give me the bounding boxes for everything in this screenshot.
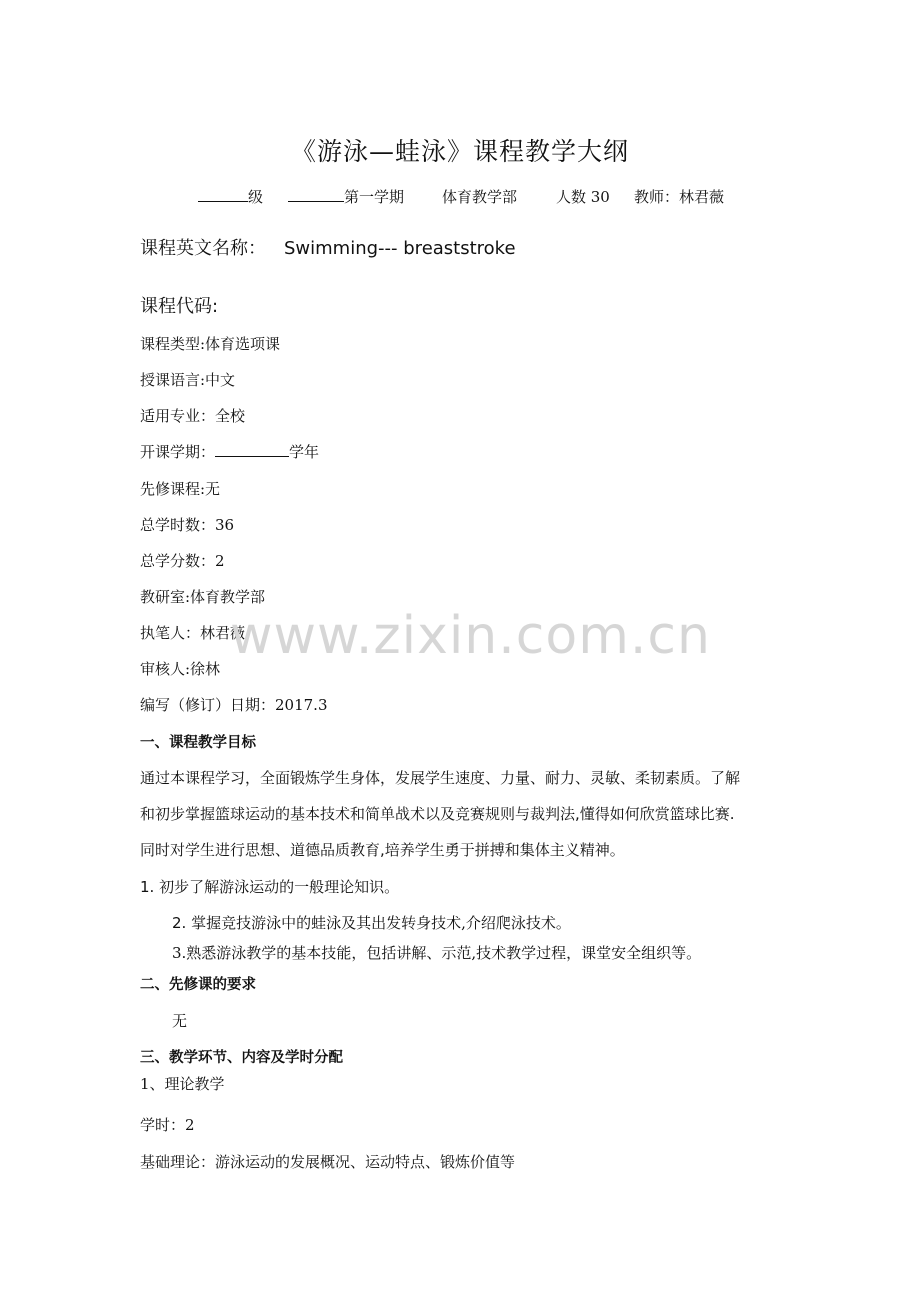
objective-3: 3.熟悉游泳教学的基本技能，包括讲解、示范,技术教学过程，课堂安全组织等。 <box>172 944 702 962</box>
major: 适用专业：全校 <box>140 407 246 425</box>
course-code: 课程代码: <box>140 296 219 317</box>
prerequisite: 先修课程:无 <box>140 480 221 498</box>
watermark: www.zixin.com.cn <box>230 606 711 666</box>
term-field: 第一学期 <box>288 186 404 207</box>
reviewer: 审核人:徐林 <box>140 660 221 678</box>
objective-1: 1. 初步了解游泳运动的一般理论知识。 <box>140 878 400 896</box>
section-1-paragraph-3: 同时对学生进行思想、道德品质教育,培养学生勇于拼搏和集体主义精神。 <box>140 841 625 859</box>
english-name-value: Swimming--- breaststroke <box>284 238 516 259</box>
section-2-heading: 二、先修课的要求 <box>140 977 256 993</box>
theory-hours: 学时：2 <box>140 1116 195 1134</box>
teaching-office: 教研室:体育教学部 <box>140 588 266 606</box>
language: 授课语言:中文 <box>140 371 236 389</box>
total-credits: 总学分数：2 <box>140 552 225 570</box>
section-1-heading: 一、课程教学目标 <box>140 735 256 751</box>
author: 执笔人：林君薇 <box>140 624 246 642</box>
document-title: 《游泳—蛙泳》课程教学大纲 <box>290 137 629 166</box>
section-2-text: 无 <box>172 1012 188 1030</box>
term-blank <box>288 187 344 202</box>
theory-teaching: 1、理论教学 <box>140 1075 225 1093</box>
section-1-paragraph-2: 和初步掌握篮球运动的基本技术和简单战术以及竞赛规则与裁判法,懂得如何欣赏篮球比赛. <box>140 805 735 823</box>
grade-field: 级 <box>198 186 263 207</box>
term-year-blank <box>215 442 289 457</box>
headcount: 人数 30 <box>556 188 610 206</box>
basic-theory: 基础理论：游泳运动的发展概况、运动特点、锻炼价值等 <box>140 1153 516 1171</box>
teacher: 教师：林君薇 <box>634 188 725 206</box>
department: 体育教学部 <box>442 188 518 206</box>
revision-date: 编写（修订）日期：2017.3 <box>140 696 328 714</box>
grade-blank <box>198 187 248 202</box>
course-type: 课程类型:体育选项课 <box>140 335 281 353</box>
english-name-row <box>140 234 516 260</box>
total-hours: 总学时数：36 <box>140 516 235 534</box>
objective-2: 2. 掌握竞技游泳中的蛙泳及其出发转身技术,介绍爬泳技术。 <box>172 914 571 932</box>
section-3-heading: 三、教学环节、内容及学时分配 <box>140 1050 343 1066</box>
english-name-label: 课程英文名称： <box>140 238 266 259</box>
term-row: 开课学期： 学年 <box>140 443 320 461</box>
section-1-paragraph-1: 通过本课程学习，全面锻炼学生身体，发展学生速度、力量、耐力、灵敏、柔韧素质。了解 <box>140 769 741 787</box>
